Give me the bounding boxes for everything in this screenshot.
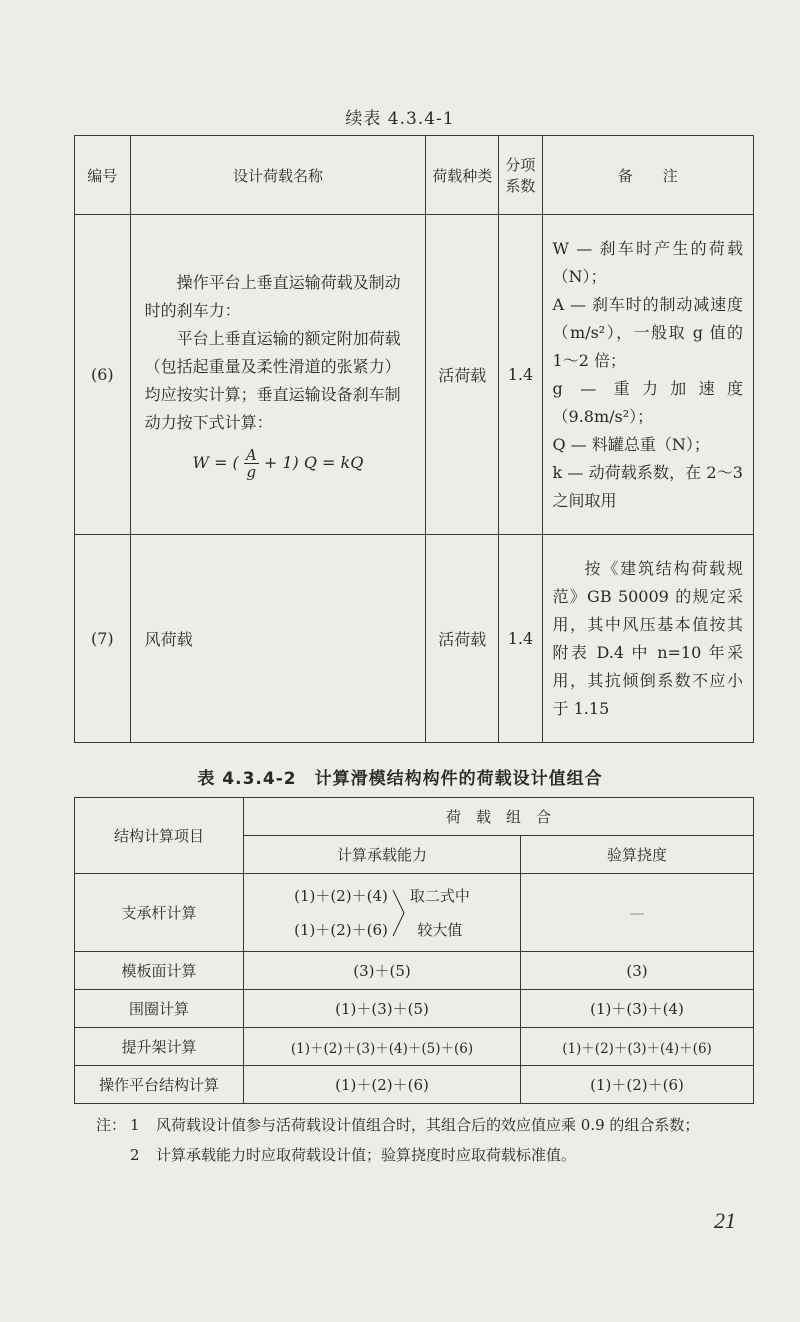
- header-name: 设计荷载名称: [130, 136, 426, 215]
- row6-name-p2: 平台上垂直运输的额定附加荷载（包括起重量及柔性滑道的张紧力）均应按实计算；垂直运输设备刹车制动力按下式计算：: [144, 329, 401, 432]
- remark-line: k — 动荷载系数，在 2～3 之间取用: [552, 462, 743, 510]
- header-type: 荷载种类: [426, 136, 499, 215]
- table-header-row: [75, 798, 754, 836]
- note-number: 1: [130, 1116, 140, 1134]
- row6-remark: [542, 215, 753, 535]
- header-factor-line1: 分项: [505, 156, 536, 174]
- row-name: 模板面计算: [75, 952, 244, 990]
- note-item: [96, 1110, 756, 1140]
- formula-left: W = (: [192, 453, 239, 472]
- row-capacity: (3)＋(5): [244, 952, 521, 990]
- combo-note-line1: 取二式中: [409, 886, 470, 905]
- row-capacity: (1)＋(2)＋(6): [244, 1066, 521, 1104]
- table-row: [75, 874, 754, 952]
- support-rod-deflection: —: [521, 874, 754, 952]
- header-group: 荷 载 组 合: [244, 798, 754, 836]
- header-factor-line2: 系数: [505, 177, 536, 195]
- table-row: [75, 952, 754, 990]
- combo-note: [410, 879, 470, 947]
- header-deflection: 验算挠度: [521, 836, 754, 874]
- row6-type: 活荷载: [426, 215, 499, 535]
- table-row: [75, 1066, 754, 1104]
- row7-remark-text: 按《建筑结构荷载规范》GB 50009 的规定采用，其中风压基本值按其附表 D.4 中 n=10 年采用，其抗倾倒系数不应小于 1.15: [552, 558, 743, 718]
- header-capacity: 计算承载能力: [244, 836, 521, 874]
- row7-remark: [542, 535, 753, 743]
- row6-name: [130, 215, 426, 535]
- load-combination-table: [74, 797, 754, 1104]
- header-no: 编号: [75, 136, 131, 215]
- row-deflection: (1)＋(2)＋(3)＋(4)＋(6): [521, 1028, 754, 1066]
- page-number: 21: [714, 1208, 736, 1233]
- notes-label: 注：: [96, 1116, 127, 1134]
- fraction-denominator: g: [246, 463, 257, 481]
- table-row: [75, 535, 754, 743]
- angle-bracket-icon: [392, 886, 406, 940]
- row-capacity: (1)＋(3)＋(5): [244, 990, 521, 1028]
- support-rod-name: 支承杆计算: [75, 874, 244, 952]
- row-capacity: (1)＋(2)＋(3)＋(4)＋(5)＋(6): [244, 1028, 521, 1066]
- row6-no: (6): [75, 215, 131, 535]
- row7-factor: 1.4: [499, 535, 542, 743]
- row-name: 围圈计算: [75, 990, 244, 1028]
- combo-note-line2: 较大值: [417, 920, 463, 939]
- row-deflection: (1)＋(2)＋(6): [521, 1066, 754, 1104]
- remark-line: W — 刹车时产生的荷载（N）；: [552, 238, 743, 286]
- remark-line: g — 重力加速度（9.8m/s²）；: [552, 378, 743, 426]
- table1-caption: 续表 4.3.4-1: [345, 109, 455, 129]
- header-factor: [499, 136, 542, 215]
- remark-line: A — 刹车时的制动减速度（m/s²），一般取 g 值的 1～2 倍；: [552, 294, 743, 370]
- header-remark: 备 注: [542, 136, 753, 215]
- note-item: [96, 1140, 756, 1170]
- row7-no: (7): [75, 535, 131, 743]
- row-name: 提升架计算: [75, 1028, 244, 1066]
- brake-force-formula: [145, 447, 412, 480]
- support-rod-capacity: [244, 874, 521, 952]
- table-row: [75, 990, 754, 1028]
- formula-right: + 1) Q = kQ: [263, 453, 364, 472]
- table-row: [75, 1028, 754, 1066]
- combo-list: [294, 879, 388, 947]
- row7-name: 风荷载: [130, 535, 426, 743]
- row7-type: 活荷载: [426, 535, 499, 743]
- remark-line: Q — 料罐总重（N）；: [552, 434, 710, 454]
- table2-caption: 表 4.3.4-2 计算滑模结构构件的荷载设计值组合: [197, 769, 603, 789]
- fraction-numerator: A: [245, 446, 257, 464]
- row6-factor: 1.4: [499, 215, 542, 535]
- combo-option: (1)＋(2)＋(6): [294, 920, 388, 939]
- row-deflection: (1)＋(3)＋(4): [521, 990, 754, 1028]
- table-header-row: [75, 136, 754, 215]
- load-design-table: [74, 135, 754, 743]
- combo-choice: [244, 879, 520, 947]
- table-row: [75, 215, 754, 535]
- note-number: 2: [130, 1146, 140, 1164]
- formula-fraction: [244, 447, 259, 480]
- note-text: 计算承载能力时应取荷载设计值；验算挠度时应取荷载标准值。: [156, 1146, 577, 1164]
- row6-name-p1: 操作平台上垂直运输荷载及制动时的刹车力：: [144, 273, 401, 320]
- note-text: 风荷载设计值参与活荷载设计值组合时，其组合后的效应值应乘 0.9 的组合系数；: [156, 1116, 700, 1134]
- header-item: 结构计算项目: [75, 798, 244, 874]
- row-deflection: (3): [521, 952, 754, 990]
- row-name: 操作平台结构计算: [75, 1066, 244, 1104]
- combo-option: (1)＋(2)＋(4): [294, 886, 388, 905]
- table-notes: [96, 1110, 756, 1170]
